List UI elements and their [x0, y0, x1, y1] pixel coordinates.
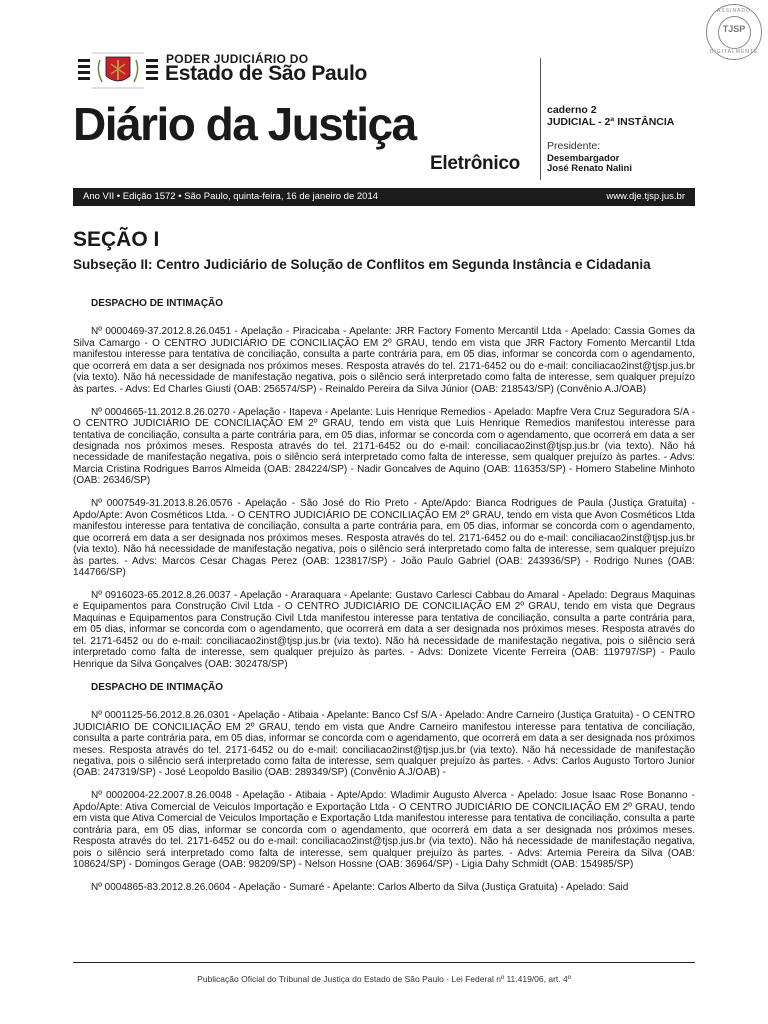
presidente-label: Presidente:: [547, 140, 601, 152]
case-entry: Nº 0001125-56.2012.8.26.0301 - Apelação - Atibaia - Apelante: Banco Csf S/A - Apelado: Andre Carneiro (Justiça Gratuita) - O CENTRO JUDICIÁRIO DE CONCILIAÇÃO EM 2º GRAU, tendo em vista que Andre Carneiro manifestou interesse para tentativa de conciliação, consulta a parte contrária para, em 05 dias, informar se concorda com o agendamento, que ocorrerá em data a ser designada nos próximos meses. Resposta através do tel. 2171-6452 ou do e-mail: conciliacao2inst@tjsp.jus.br (via texto). Não há necessidade de manifestação negativa, pois o silêncio será interpretado como falta de interesse, sem qualquer prejuízo às partes. - Advs: Carlos Augusto Tortoro Junior (OAB: 247319/SP) - José Leopoldo Basilio (OAB: 289349/SP) (Convênio A.J/OAB) -: [73, 710, 695, 779]
article-body: [73, 298, 695, 893]
org-name-line1: PODER JUDICIÁRIO DO: [166, 52, 309, 66]
caderno-label: caderno 2: [547, 104, 597, 116]
site-url: www.dje.tjsp.jus.br: [606, 191, 685, 202]
instancia-label: JUDICIAL - 2ª INSTÂNCIA: [547, 116, 675, 128]
masthead-subtitle: Eletrônico: [430, 153, 520, 174]
seal-bottom-text: DIGITALMENTE: [709, 49, 759, 55]
case-entry: Nº 0004865-83.2012.8.26.0604 - Apelação - Sumaré - Apelante: Carlos Alberto da Silva (Justiça Gratuita) - Apelado: Said: [91, 882, 629, 894]
seal-code: TJSP: [722, 24, 746, 34]
despacho-heading: DESPACHO DE INTIMAÇÃO: [91, 681, 224, 693]
digital-signature-seal: [706, 4, 762, 60]
presidente-name: José Renato Nalini: [547, 163, 632, 174]
org-name-line2: Estado de São Paulo: [165, 62, 368, 85]
sao-paulo-crest-logo: [78, 50, 158, 90]
case-entry: Nº 0004665-11.2012.8.26.0270 - Apelação - Itapeva - Apelante: Luis Henrique Remedios - Apelado: Mapfre Vera Cruz Seguradora S/A - O CENTRO JUDICIÁRIO DE CONCILIAÇÃO EM 2º GRAU, tendo em vista que Luis Henrique Remedios manifestou interesse para tentativa de conciliação, consulta a parte contrária para, em 05 dias, informar se concorda com o agendamento, que ocorrerá em data a ser designada nos próximos meses. Resposta através do tel. 2171-6452 ou do e-mail: conciliacao2inst@tjsp.jus.br (via texto). Não há necessidade de manifestação negativa, pois o silêncio será interpretado como falta de interesse, sem qualquer prejuízo às partes. - Advs: Marcia Cristina Rodrigues Barros Almeida (OAB: 284224/SP) - Nadir Goncalves de Aquino (OAB: 116353/SP) - Homero Stabeline Minhoto (OAB: 26346/SP): [73, 406, 695, 487]
despacho-heading: DESPACHO DE INTIMAÇÃO: [91, 298, 224, 309]
edition-info: Ano VII • Edição 1572 • São Paulo, quinta-feira, 16 de janeiro de 2014: [83, 191, 379, 202]
case-entry: Nº 0916023-65.2012.8.26.0037 - Apelação - Araraquara - Apelante: Gustavo Carlesci Cabbau do Amaral - Apelado: Degraus Maquinas e Equipamentos para Construção Civil Ltda - O CENTRO JUDICIÁRIO DE CONCILIAÇÃO EM 2º GRAU, tendo em vista que Degraus Maquinas e Equipamentos para Construção Civil Ltda manifestou interesse para tentativa de conciliação, consulta a parte contrária para, em 05 dias, informar se concorda com o agendamento, que ocorrerá em data a ser designada nos próximos meses. Resposta através do tel. 2171-6452 ou do e-mail: conciliacao2inst@tjsp.jus.br (via texto). Não há necessidade de manifestação negativa, pois o silêncio será interpretado como falta de interesse, sem qualquer prejuízo às partes. - Advs: Donizete Vicente Ferreira (OAB: 119797/SP) - Paulo Henrique da Silva Gonçalves (OAB: 302478/SP): [73, 590, 695, 670]
footer-divider: [73, 962, 695, 963]
footer-text: Publicação Oficial do Tribunal de Justiça do Estado de São Paulo - Lei Federal nº 11.419/06, art. 4º: [197, 974, 571, 984]
header-divider: [540, 58, 541, 180]
case-entry: Nº 0007549-31.2013.8.26.0576 - Apelação - São José do Rio Preto - Apte/Apdo: Bianca Rodrigues de Paula (Justiça Gratuita) - Apdo/Apte: Avon Cosméticos Ltda. - O CENTRO JUDICIÁRIO DE CONCILIAÇÃO EM 2º GRAU, tendo em vista que Avon Cosméticos Ltda manifestou interesse para tentativa de conciliação, consulta a parte contrária para, em 05 dias, informar se concorda com o agendamento, que ocorrerá em data a ser designada nos próximos meses. Resposta através do tel. 2171-6452 ou do e-mail: conciliacao2inst@tjsp.jus.br (via texto). Não há necessidade de manifestação negativa, pois o silêncio será interpretado como falta de interesse, sem qualquer prejuízo às partes. - Advs: Marcos Cesar Chagas Perez (OAB: 123817/SP) - João Paulo Gabriel (OAB: 243936/SP) - Rodrigo Nunes (OAB: 144766/SP): [73, 498, 695, 579]
seal-top-text: ASSINADO: [717, 8, 751, 14]
case-entry: Nº 0002004-22.2007.8.26.0048 - Apelação - Atibaia - Apte/Apdo: Wladimir Augusto Alverca - Apelado: Josue Isaac Rose Bonanno - Apdo/Apte: Ativa Comercial de Veiculos Importação e Exportação Ltda - O CENTRO JUDICIÁRIO DE CONCILIAÇÃO EM 2º GRAU, tendo em vista que Ativa Comercial de Veiculos Importação e Exportação Ltda manifestou interesse para tentativa de conciliação, consulta a parte contrária para, em 05 dias, informar se concorda com o agendamento, que ocorrerá em data a ser designada nos próximos meses. Resposta através do tel. 2171-6452 ou do e-mail: conciliacao2inst@tjsp.jus.br (via texto). Não há necessidade de manifestação negativa, pois o silêncio será interpretado como falta de interesse, sem qualquer prejuízo às partes. - Advs: Artemia Pereira da Silva (OAB: 108624/SP) - Domingos Gerage (OAB: 98209/SP) - Nelson Hossne (OAB: 36964/SP) - Ligia Dahy Schmidt (OAB: 154985/SP): [73, 790, 695, 871]
presidente-title: Desembargador: [547, 153, 620, 164]
subsection-title: Subseção II: Centro Judiciário de Solução de Conflitos em Segunda Instância e Cidadania: [73, 257, 651, 272]
case-entry: Nº 0000469-37.2012.8.26.0451 - Apelação - Piracicaba - Apelante: JRR Factory Fomento Mercantil Ltda - Apelado: Cassia Gomes da Silva Camargo - O CENTRO JUDICIÁRIO DE CONCILIAÇÃO EM 2º GRAU, tendo em vista que JRR Factory Fomento Mercantil Ltda manifestou interesse para tentativa de conciliação, consulta a parte contrária para, em 05 dias, informar se concorda com o agendamento, que ocorrerá em data a ser designada nos próximos meses. Resposta através do tel. 2171-6452 ou do e-mail: conciliacao2inst@tjsp.jus.br (via texto). Não há necessidade de manifestação negativa, pois o silêncio será interpretado como falta de interesse, sem qualquer prejuízo às partes. - Advs: Ed Charles Giusti (OAB: 256574/SP) - Reinaldo Pereira da Silva Júnior (OAB: 218543/SP) (Convênio A.J/OAB): [73, 326, 695, 395]
section-title: SEÇÃO I: [73, 228, 160, 251]
masthead-title: Diário da Justiça: [73, 98, 416, 150]
edition-info-bar: [73, 188, 695, 206]
